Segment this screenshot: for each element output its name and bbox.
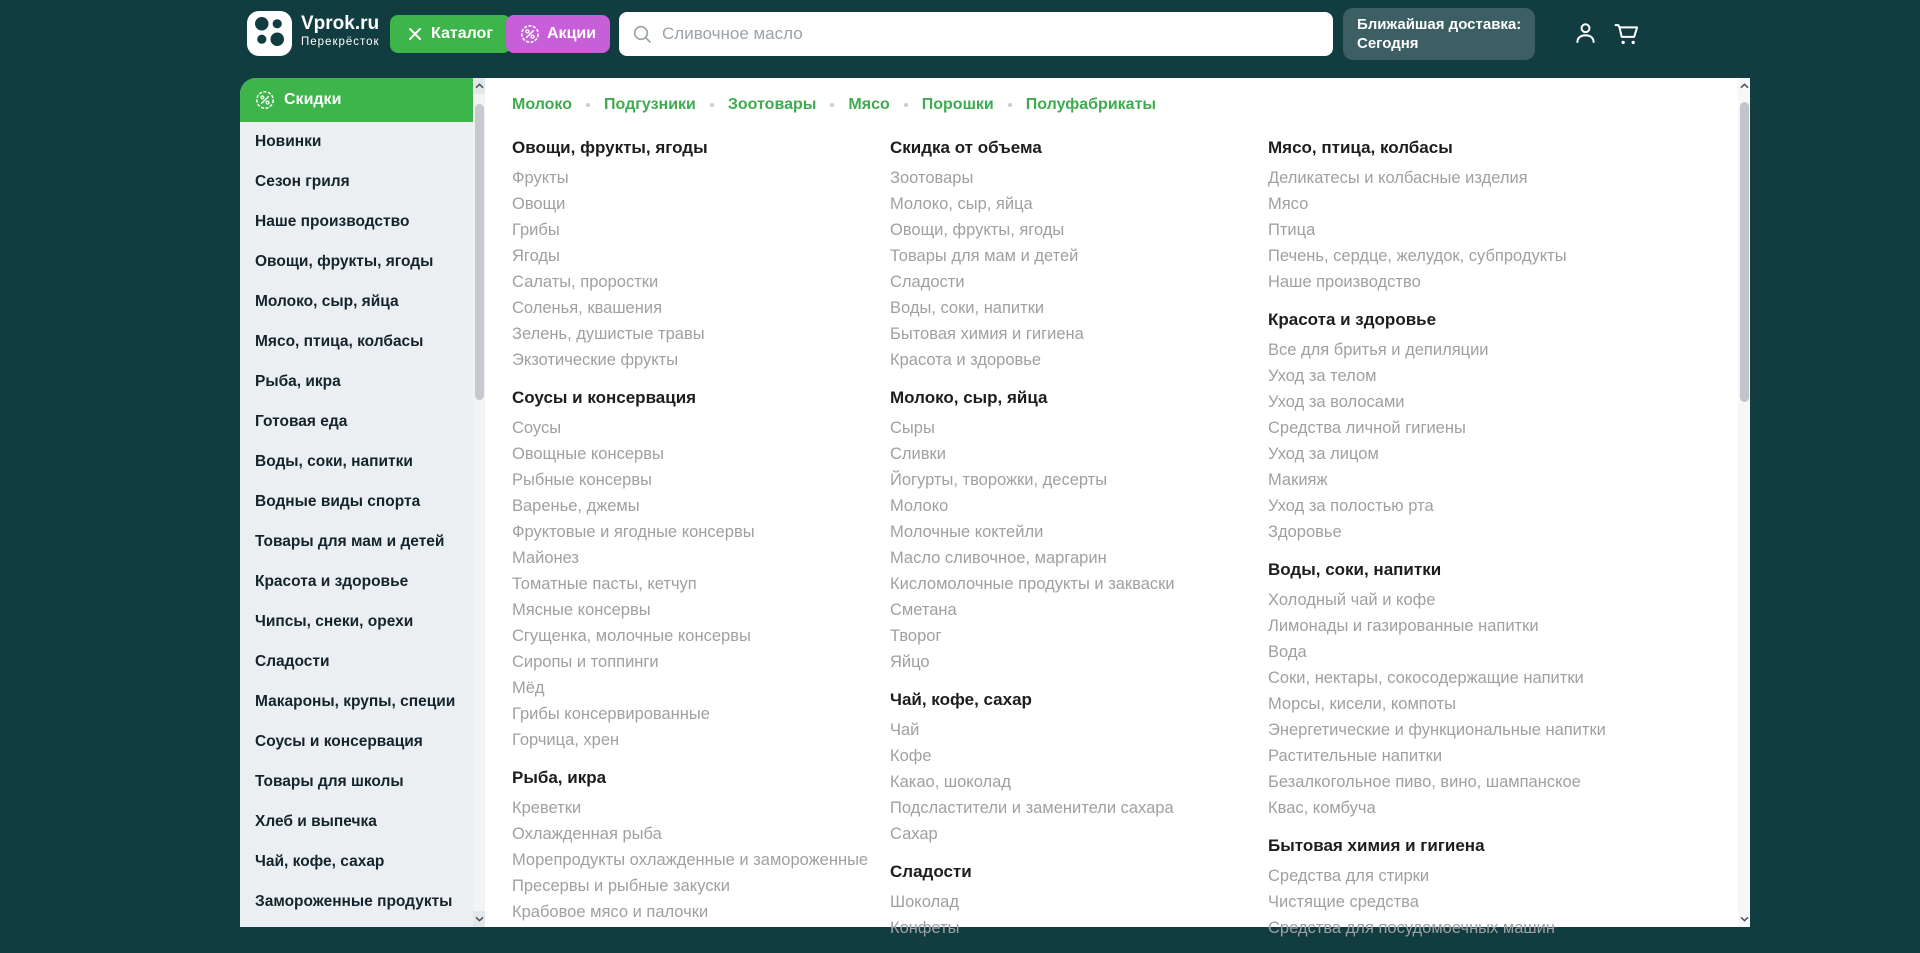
catalog-button[interactable] xyxy=(390,15,511,53)
section-item[interactable]: Морсы, кисели, компоты xyxy=(1268,695,1456,713)
sidebar-item[interactable]: Воды, соки, напитки xyxy=(255,453,413,470)
menu-section xyxy=(890,135,1268,373)
dot-separator xyxy=(1008,103,1012,107)
section-item[interactable]: Макияж xyxy=(1268,471,1328,489)
sidebar-item[interactable]: Чай, кофе, сахар xyxy=(255,853,385,870)
quick-links xyxy=(485,78,1738,114)
logo-text[interactable] xyxy=(301,13,380,50)
scrollbar-thumb[interactable] xyxy=(475,104,484,400)
section-item[interactable]: Соусы xyxy=(512,419,562,437)
catalog-button-label: Каталог xyxy=(431,25,493,42)
menu-section xyxy=(512,135,890,373)
menu-column xyxy=(1268,135,1606,953)
sidebar-item[interactable]: Хлеб и выпечка xyxy=(255,813,377,830)
section-item[interactable]: Соки, нектары, сокосодержащие напитки xyxy=(1268,669,1584,687)
header xyxy=(0,0,1920,68)
cart-icon[interactable] xyxy=(1612,20,1641,52)
section-item[interactable]: Вода xyxy=(1268,643,1307,661)
sidebar-item[interactable]: Соусы и консервация xyxy=(255,733,423,750)
section-item[interactable]: Салаты, проростки xyxy=(512,273,659,291)
menu-section xyxy=(890,385,1268,675)
close-icon xyxy=(408,27,422,41)
sidebar-item[interactable]: Новинки xyxy=(255,133,322,150)
section-item[interactable]: Яйцо xyxy=(890,653,930,671)
section-item[interactable]: Зоотовары xyxy=(890,169,974,187)
section-title[interactable]: Сладости xyxy=(890,862,972,881)
section-item[interactable]: Грибы xyxy=(512,221,560,239)
section-item[interactable]: Лимонады и газированные напитки xyxy=(1268,617,1539,635)
section-item[interactable]: Томатные пасты, кетчуп xyxy=(512,575,697,593)
scroll-up-button[interactable] xyxy=(473,78,485,94)
section-item[interactable]: Кофе xyxy=(890,747,932,765)
dot-separator xyxy=(586,103,590,107)
dot-separator xyxy=(904,103,908,107)
scroll-down-button[interactable] xyxy=(1738,911,1750,927)
section-title[interactable]: Соусы и консервация xyxy=(512,388,697,407)
sidebar-active-label: Скидки xyxy=(284,91,342,108)
menu-section xyxy=(1268,557,1606,821)
menu-section xyxy=(512,765,890,925)
section-title[interactable]: Бытовая химия и гигиена xyxy=(1268,836,1485,855)
section-item[interactable]: Печень, сердце, желудок, субпродукты xyxy=(1268,247,1567,265)
menu-section xyxy=(890,859,1268,941)
quick-link[interactable]: Подгузники xyxy=(604,96,696,113)
section-item[interactable]: Грибы консервированные xyxy=(512,705,710,723)
sidebar-item[interactable]: Чипсы, снеки, орехи xyxy=(255,613,414,630)
menu-section xyxy=(1268,307,1606,545)
section-item[interactable]: Йогурты, творожки, десерты xyxy=(890,471,1108,489)
section-item[interactable]: Безалкогольное пиво, вино, шампанское xyxy=(1268,773,1581,791)
section-item[interactable]: Деликатесы и колбасные изделия xyxy=(1268,169,1528,187)
section-item[interactable]: Молоко xyxy=(890,497,949,515)
sidebar-item[interactable]: Макароны, крупы, специи xyxy=(255,693,456,710)
section-item[interactable]: Овощи, фрукты, ягоды xyxy=(890,221,1065,239)
section-item[interactable]: Чистящие средства xyxy=(1268,893,1419,911)
section-title[interactable]: Молоко, сыр, яйца xyxy=(890,388,1048,407)
sidebar-item[interactable]: Сладости xyxy=(255,653,330,670)
perekrestok-clover-icon xyxy=(254,16,285,52)
section-item[interactable]: Средства для посудомоечных машин xyxy=(1268,919,1555,937)
sidebar-scrollbar[interactable] xyxy=(473,78,485,927)
promo-button[interactable] xyxy=(506,15,610,53)
sidebar-item-discounts-active[interactable] xyxy=(240,78,473,122)
sidebar-item[interactable]: Мясо, птица, колбасы xyxy=(255,333,424,350)
menu-section xyxy=(512,385,890,753)
quick-link[interactable]: Молоко xyxy=(512,96,572,113)
section-item[interactable]: Кисломолочные продукты и закваски xyxy=(890,575,1175,593)
section-item[interactable]: Горчица, хрен xyxy=(512,731,620,749)
section-item[interactable]: Товары для мам и детей xyxy=(890,247,1079,265)
scrollbar-thumb[interactable] xyxy=(1740,102,1749,402)
sidebar-item[interactable]: Товары для школы xyxy=(255,773,404,790)
promo-button-label: Акции xyxy=(547,25,597,42)
search-input[interactable] xyxy=(662,24,1319,44)
menu-columns xyxy=(485,114,1738,953)
menu-section xyxy=(1268,833,1606,941)
section-item[interactable]: Овощи xyxy=(512,195,566,213)
section-item[interactable]: Зелень, душистые травы xyxy=(512,325,705,343)
section-item[interactable]: Охлажденная рыба xyxy=(512,825,662,843)
sidebar-item[interactable]: Овощи, фрукты, ягоды xyxy=(255,253,434,270)
dot-separator xyxy=(710,103,714,107)
section-item[interactable]: Молочные коктейли xyxy=(890,523,1044,541)
section-item[interactable]: Какао, шоколад xyxy=(890,773,1011,791)
section-item[interactable]: Воды, соки, напитки xyxy=(890,299,1045,317)
section-item[interactable]: Мёд xyxy=(512,679,545,697)
section-title[interactable]: Воды, соки, напитки xyxy=(1268,560,1442,579)
logo[interactable] xyxy=(247,11,292,56)
section-item[interactable]: Шоколад xyxy=(890,893,959,911)
section-item[interactable]: Мясные консервы xyxy=(512,601,651,619)
section-item[interactable]: Рыбные консервы xyxy=(512,471,652,489)
section-item[interactable]: Уход за волосами xyxy=(1268,393,1405,411)
quick-link[interactable]: Мясо xyxy=(848,96,890,113)
section-item[interactable]: Фрукты xyxy=(512,169,569,187)
section-item[interactable]: Квас, комбуча xyxy=(1268,799,1376,817)
section-item[interactable]: Уход за полостью рта xyxy=(1268,497,1434,515)
sidebar-item[interactable]: Замороженные продукты xyxy=(255,893,453,910)
section-item[interactable]: Подсластители и заменители сахара xyxy=(890,799,1174,817)
section-item[interactable]: Конфеты xyxy=(890,919,960,937)
sidebar-list xyxy=(240,122,473,922)
section-item[interactable]: Энергетические и функциональные напитки xyxy=(1268,721,1606,739)
search-icon xyxy=(633,25,652,44)
section-item[interactable]: Сгущенка, молочные консервы xyxy=(512,627,751,645)
section-item[interactable]: Масло сливочное, маргарин xyxy=(890,549,1107,567)
search-bar xyxy=(619,12,1333,56)
catalog-sidebar xyxy=(240,78,473,927)
section-item[interactable]: Чай xyxy=(890,721,920,739)
section-item[interactable]: Уход за телом xyxy=(1268,367,1377,385)
section-item[interactable]: Средства личной гигиены xyxy=(1268,419,1466,437)
section-item[interactable]: Холодный чай и кофе xyxy=(1268,591,1436,609)
section-item[interactable]: Креветки xyxy=(512,799,582,817)
section-item[interactable]: Здоровье xyxy=(1268,523,1342,541)
section-item[interactable]: Птица xyxy=(1268,221,1316,239)
menu-column xyxy=(512,135,890,953)
section-item[interactable]: Соленья, квашения xyxy=(512,299,662,317)
sidebar-item[interactable]: Красота и здоровье xyxy=(255,573,409,590)
sidebar-item[interactable]: Наше производство xyxy=(255,213,410,230)
section-item[interactable]: Уход за лицом xyxy=(1268,445,1379,463)
quick-link[interactable]: Полуфабрикаты xyxy=(1025,96,1157,113)
section-title[interactable]: Мясо, птица, колбасы xyxy=(1268,138,1453,157)
section-item[interactable]: Пресервы и рыбные закуски xyxy=(512,877,730,895)
menu-section xyxy=(890,687,1268,847)
sidebar-item[interactable]: Готовая еда xyxy=(255,413,348,430)
section-item[interactable]: Растительные напитки xyxy=(1268,747,1443,765)
menu-section xyxy=(1268,135,1606,295)
section-item[interactable]: Ягоды xyxy=(512,247,560,265)
section-title[interactable]: Красота и здоровье xyxy=(1268,310,1437,329)
section-item[interactable]: Молоко, сыр, яйца xyxy=(890,195,1033,213)
scroll-up-button[interactable] xyxy=(1738,78,1750,94)
section-item[interactable]: Все для бритья и депиляции xyxy=(1268,341,1489,359)
dot-separator xyxy=(830,103,834,107)
section-item[interactable]: Сыры xyxy=(890,419,935,437)
section-item[interactable]: Сладости xyxy=(890,273,965,291)
section-item[interactable]: Экзотические фрукты xyxy=(512,351,679,369)
logo-title: Vprok.ru xyxy=(301,13,380,34)
percent-rosette-icon xyxy=(255,90,275,110)
delivery-badge[interactable] xyxy=(1343,8,1535,60)
section-item[interactable]: Сахар xyxy=(890,825,938,843)
section-item[interactable]: Фруктовые и ягодные консервы xyxy=(512,523,755,541)
catalog-mega-menu xyxy=(240,78,1750,937)
sidebar-item[interactable]: Товары для мам и детей xyxy=(255,533,445,550)
section-title[interactable]: Овощи, фрукты, ягоды xyxy=(512,138,708,157)
section-title[interactable]: Рыба, икра xyxy=(512,768,607,787)
section-item[interactable]: Овощные консервы xyxy=(512,445,664,463)
menu-column xyxy=(890,135,1268,953)
section-item[interactable]: Майонез xyxy=(512,549,579,567)
sidebar-item[interactable]: Молоко, сыр, яйца xyxy=(255,293,399,310)
section-item[interactable]: Варенье, джемы xyxy=(512,497,640,515)
section-item[interactable]: Крабовое мясо и палочки xyxy=(512,903,709,921)
sidebar-item[interactable]: Водные виды спорта xyxy=(255,493,421,510)
section-item[interactable]: Красота и здоровье xyxy=(890,351,1042,369)
catalog-panel xyxy=(485,78,1738,937)
panel-scrollbar[interactable] xyxy=(1738,78,1750,927)
delivery-line2: Сегодня xyxy=(1357,35,1419,52)
sidebar-item[interactable]: Рыба, икра xyxy=(255,373,341,390)
quick-link[interactable]: Порошки xyxy=(921,96,994,113)
quick-link[interactable]: Зоотовары xyxy=(727,96,817,113)
section-item[interactable]: Средства для стирки xyxy=(1268,867,1430,885)
delivery-line1: Ближайшая доставка: xyxy=(1357,16,1522,33)
section-item[interactable]: Бытовая химия и гигиена xyxy=(890,325,1084,343)
section-item[interactable]: Наше производство xyxy=(1268,273,1421,291)
section-item[interactable]: Сметана xyxy=(890,601,957,619)
sidebar-item[interactable]: Сезон гриля xyxy=(255,173,350,190)
account-icon[interactable] xyxy=(1572,20,1599,52)
section-item[interactable]: Сливки xyxy=(890,445,946,463)
section-item[interactable]: Морепродукты охлажденные и замороженные xyxy=(512,851,869,869)
section-title[interactable]: Чай, кофе, сахар xyxy=(890,690,1032,709)
logo-subtitle: Перекрёсток xyxy=(301,36,380,48)
percent-rosette-icon xyxy=(520,24,540,44)
section-title[interactable]: Скидка от объема xyxy=(890,138,1042,157)
section-item[interactable]: Творог xyxy=(890,627,942,645)
section-item[interactable]: Мясо xyxy=(1268,195,1309,213)
scroll-down-button[interactable] xyxy=(473,911,485,927)
section-item[interactable]: Сиропы и топпинги xyxy=(512,653,659,671)
